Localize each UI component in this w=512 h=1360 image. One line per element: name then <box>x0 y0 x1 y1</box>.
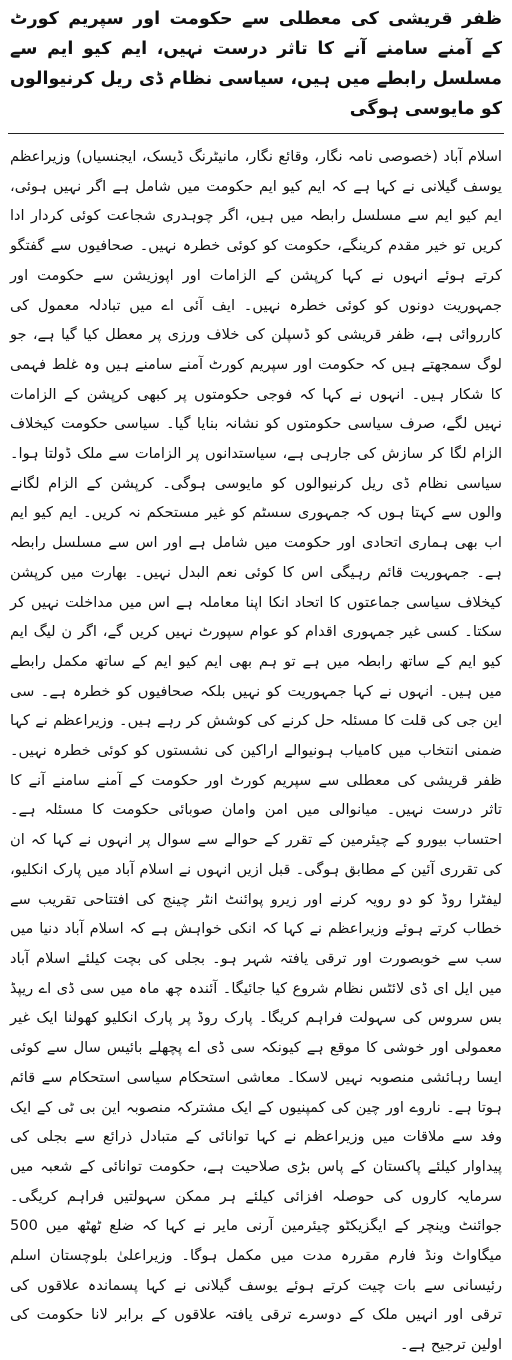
news-article <box>8 4 504 1354</box>
headline-divider <box>8 133 504 134</box>
article-body: اسلام آباد (خصوصی نامہ نگار، وقائع نگار، مانیٹرنگ ڈیسک، ایجنسیاں) وزیراعظم یوسف گیلانی نے کہا ہے کہ ایم کیو ایم حکومت میں شامل ہے اگر نہیں ہوئی، ایم کیو ایم سے مسلسل رابطہ میں ہیں، اگر چوہدری شجاعت کوئی کردار ادا کریں تو خیر مقدم کرینگے، حکومت کو کوئی خطرہ نہیں۔ صحافیوں سے گفتگو کرتے ہوئے انہوں نے کہا کرپشن کے الزامات اور اپوزیشن سے حکومت اور جمہوریت دونوں کو کوئی خطرہ نہیں۔ ایف آئی اے میں تبادلہ معمول کی کارروائی ہے، ظفر قریشی کو ڈسپلن کی خلاف ورزی پر معطل کیا گیا ہے، جو لوگ سمجھتے ہیں کہ حکومت اور سپریم کورٹ آمنے سامنے ہیں وہ غلط فہمی کا شکار ہیں۔ انہوں نے کہا کہ فوجی حکومتوں پر کبھی کرپشن کے الزامات نہیں لگے، صرف سیاسی حکومتوں کو نشانہ بنایا گیا۔ سیاسی حکومت کیخلاف الزام لگا کر سازش کی جارہی ہے، سیاستدانوں پر الزامات سے ملک ڈولتا ہوا۔ سیاسی نظام ڈی ریل کرنیوالوں کو مایوسی ہوگی۔ کرپشن کے الزام لگانے والوں سے کہتا ہوں کہ جمہوری سسٹم کو غیر مستحکم نہ کریں۔ ایم کیو ایم اب بھی ہماری اتحادی اور حکومت میں شامل ہے اور اس سے مسلسل رابطہ ہے۔ جمہوریت قائم رہیگی اس کا کوئی نعم البدل نہیں۔ بھارت میں کرپشن کیخلاف سیاسی جماعتوں کا اتحاد انکا اپنا معاملہ ہے اس میں مداخلت نہیں کر سکتا۔ کسی غیر جمہوری اقدام کو عوام سپورٹ نہیں کریں گے، اگر ن لیگ ایم کیو ایم کے ساتھ رابطہ میں ہے تو ہم بھی ایم کیو ایم کے ساتھ مکمل رابطے میں ہیں۔ انہوں نے کہا جمہوریت کو نہیں بلکہ صحافیوں کو خطرہ ہے۔ سی این جی کی قلت کا مسئلہ حل کرنے کی کوشش کر رہے ہیں۔ وزیراعظم نے کہا ضمنی انتخاب میں کامیاب ہونیوالے اراکین کی نشستوں کو کوئی خطرہ نہیں۔ ظفر قریشی کی معطلی سے سپریم کورٹ اور حکومت کے آمنے سامنے آنے کا تاثر درست نہیں۔ میانوالی میں امن وامان صوبائی حکومت کا مسئلہ ہے۔ احتساب بیورو کے چیئرمین کے تقرر کے حوالے سے سوال پر انہوں نے کہا کہ ان کی تقرری آئین کے مطابق ہوگی۔ قبل ازیں انہوں نے اسلام آباد میں پارک انکلیو، لیفٹرا روڈ کو دو رویہ کرنے اور زیرو پوائنٹ انٹر چینج کی افتتاحی تقریب سے خطاب کرتے ہوئے وزیراعظم نے کہا کہ انکی خواہش ہے کہ اسلام آباد دنیا میں سب سے خوبصورت اور ترقی یافتہ شہر ہو۔ بجلی کی بچت کیلئے اسلام آباد میں ایل ای ڈی لائٹس نظام شروع کیا جائیگا۔ آئندہ چھ ماہ میں سی ڈی اے ریپڈ بس سروس کی سہولت فراہم کریگا۔ پارک روڈ پر پارک انکلیو کھولنا ایک غیر معمولی اور خوشی کا موقع ہے کیونکہ سی ڈی اے پچھلے بائیس سال سے کوئی ایسا رہائشی منصوبہ نہیں لاسکا۔ معاشی استحکام سیاسی استحکام سے قائم ہوتا ہے۔ ناروے اور چین کی کمپنیوں کے ایک مشترکہ منصوبہ این بی ٹی کے ایک وفد سے ملاقات میں وزیراعظم نے کہا توانائی کے متبادل ذرائع سے بجلی کی پیداوار کیلئے پاکستان کے پاس بڑی صلاحیت ہے، حکومت توانائی کے شعبہ میں سرمایہ کاروں کی حوصلہ افزائی کیلئے ہر ممکن سہولتیں فراہم کریگی۔ جوائنٹ وینچر کے ایگزیکٹو چیئرمین آرنی مایر نے کہا کہ ضلع ٹھٹھ میں 500 میگاواٹ ونڈ فارم مقررہ مدت میں مکمل ہوگا۔ وزیراعلیٰ بلوچستان اسلم رئیسانی سے بات چیت کرتے ہوئے یوسف گیلانی نے کہا پسماندہ علاقوں کی ترقی اور انہیں ملک کے دوسرے ترقی یافتہ علاقوں کے برابر لانا حکومت کی اولین ترجیح ہے۔ <box>10 148 502 1354</box>
article-headline: ظفر قریشی کی معطلی سے حکومت اور سپریم کورٹ کے آمنے سامنے آنے کا تاثر درست نہیں، ایم کیو ایم سے مسلسل رابطے میں ہیں، سیاسی نظام ڈی ریل کرنیوالوں کو مایوسی ہوگی <box>10 9 502 119</box>
